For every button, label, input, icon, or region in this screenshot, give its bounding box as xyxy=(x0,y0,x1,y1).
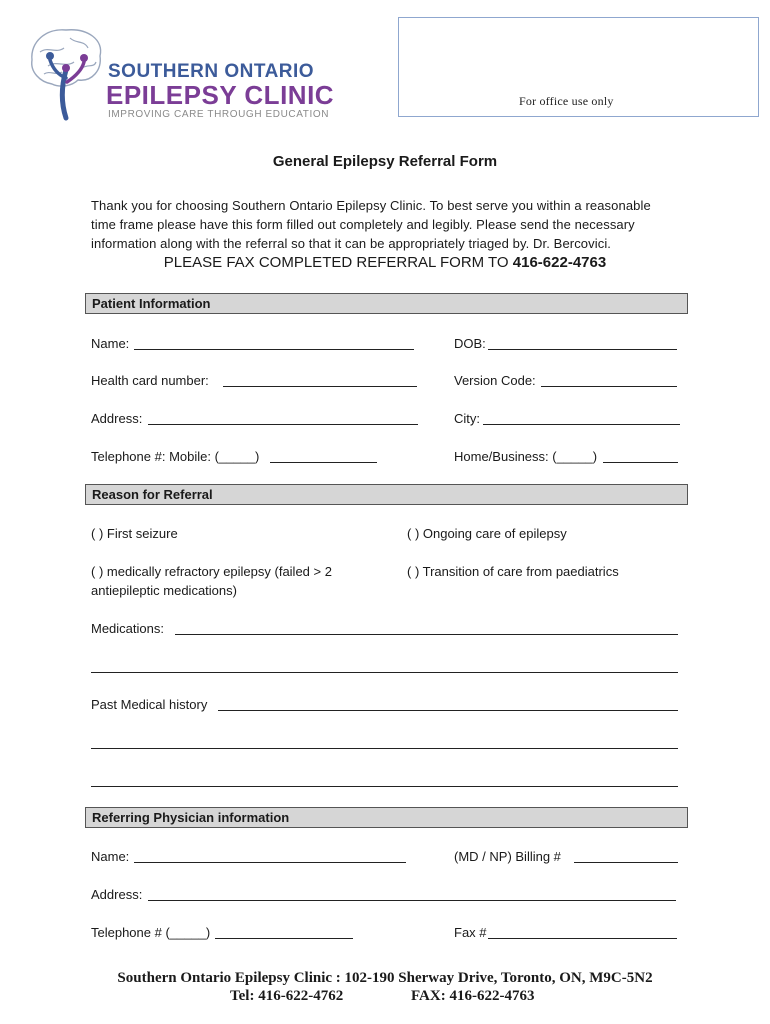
patient-telephone-field[interactable] xyxy=(270,462,377,463)
intro-paragraph xyxy=(91,196,691,253)
billing-label: (MD / NP) Billing # xyxy=(454,849,561,864)
patient-telephone-label: Telephone #: Mobile: (_____) xyxy=(91,449,260,464)
patient-address-field[interactable] xyxy=(148,424,418,425)
option-ongoing-care[interactable]: ( ) Ongoing care of epilepsy xyxy=(407,526,567,541)
physician-address-field[interactable] xyxy=(148,900,676,901)
physician-address-label: Address: xyxy=(91,887,143,902)
medications-label: Medications: xyxy=(91,621,164,636)
office-use-box[interactable] xyxy=(398,17,759,117)
home-business-label: Home/Business: (_____) xyxy=(454,449,598,464)
section-reason-for-referral: Reason for Referral xyxy=(85,484,688,505)
version-code-label: Version Code: xyxy=(454,373,536,388)
medications-field-line2[interactable] xyxy=(91,672,678,673)
physician-name-field[interactable] xyxy=(134,862,406,863)
patient-city-label: City: xyxy=(454,411,480,426)
past-medical-history-field-line3[interactable] xyxy=(91,786,678,787)
medications-field[interactable] xyxy=(175,634,678,635)
physician-name-label: Name: xyxy=(91,849,130,864)
billing-field[interactable] xyxy=(574,862,678,863)
past-medical-history-field[interactable] xyxy=(218,710,678,711)
fax-instruction-text: PLEASE FAX COMPLETED REFERRAL FORM TO xyxy=(163,254,513,271)
option-transition-of-care[interactable]: ( ) Transition of care from paediatrics xyxy=(407,564,619,579)
fax-instruction xyxy=(0,254,770,271)
patient-city-field[interactable] xyxy=(483,424,680,425)
physician-fax-label: Fax # xyxy=(454,925,487,940)
intro-line: information along with the referral so that it can be appropriately triaged by. Dr. Bercovici. xyxy=(91,236,612,251)
past-medical-history-label: Past Medical history xyxy=(91,697,208,712)
option-refractory-epilepsy[interactable]: ( ) medically refractory epilepsy (failed > 2 xyxy=(91,564,332,579)
physician-fax-field[interactable] xyxy=(488,938,677,939)
patient-dob-label: DOB: xyxy=(454,336,486,351)
section-referring-physician: Referring Physician information xyxy=(85,807,688,828)
intro-line: Thank you for choosing Southern Ontario Epilepsy Clinic. To best serve you within a reasonable xyxy=(91,198,651,213)
logo-text-line2: EPILEPSY CLINIC xyxy=(106,80,335,110)
home-business-field[interactable] xyxy=(603,462,678,463)
patient-name-field[interactable] xyxy=(134,349,414,350)
intro-line: time frame please have this form filled out completely and legibly. Please send the necessary xyxy=(91,217,635,232)
logo-tagline: IMPROVING CARE THROUGH EDUCATION xyxy=(108,109,330,120)
section-patient-information: Patient Information xyxy=(85,293,688,314)
version-code-field[interactable] xyxy=(541,386,677,387)
logo-text-line1: SOUTHERN ONTARIO xyxy=(108,61,315,82)
footer-fax: FAX: 416-622-4763 xyxy=(411,988,535,1004)
footer-address: Southern Ontario Epilepsy Clinic : 102-190 Sherway Drive, Toronto, ON, M9C-5N2 xyxy=(117,970,653,986)
option-first-seizure[interactable]: ( ) First seizure xyxy=(91,526,178,541)
physician-telephone-label: Telephone # (_____) xyxy=(91,925,211,940)
patient-address-label: Address: xyxy=(91,411,143,426)
form-title: General Epilepsy Referral Form xyxy=(272,153,498,170)
option-refractory-epilepsy-line2: antiepileptic medications) xyxy=(91,583,237,598)
past-medical-history-field-line2[interactable] xyxy=(91,748,678,749)
footer-telephone: Tel: 416-622-4762 xyxy=(230,988,344,1004)
patient-dob-field[interactable] xyxy=(488,349,677,350)
physician-telephone-field[interactable] xyxy=(215,938,353,939)
fax-number: 416-622-4763 xyxy=(512,254,607,271)
health-card-field[interactable] xyxy=(223,386,417,387)
patient-name-label: Name: xyxy=(91,336,130,351)
health-card-label: Health card number: xyxy=(91,373,209,388)
office-use-label: For office use only xyxy=(519,94,614,108)
